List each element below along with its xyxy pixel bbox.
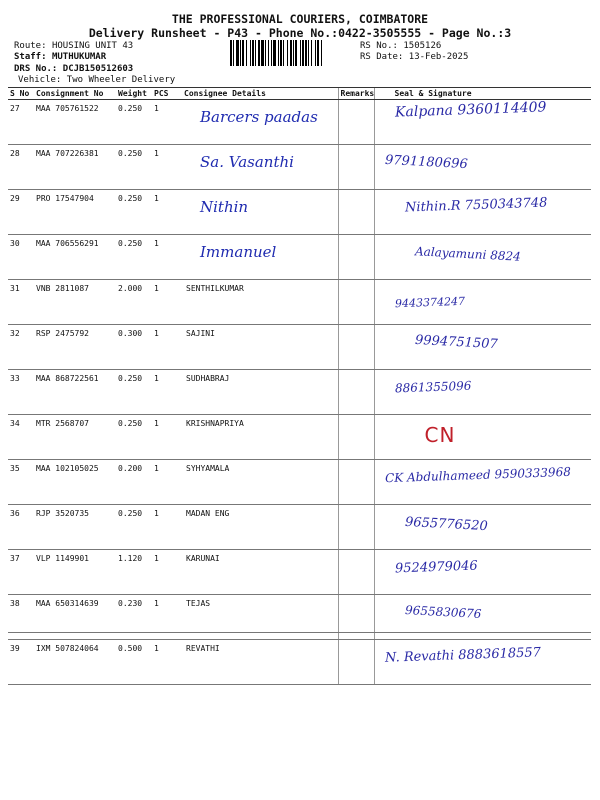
vehicle-label: Vehicle: xyxy=(18,75,62,85)
consignee-handwritten: Sa. Vasanthi xyxy=(200,153,294,171)
consignee-name: KRISHNAPRIYA xyxy=(186,419,244,428)
rs-date-value: 13-Feb-2025 xyxy=(408,52,469,62)
vehicle-value: Two Wheeler Delivery xyxy=(66,75,176,85)
weight: 0.250 xyxy=(116,505,152,550)
consignee-name: MADAN ENG xyxy=(186,509,230,518)
drs-label: DRS No.: xyxy=(14,64,58,74)
consignee-handwritten: Nithin xyxy=(200,198,249,216)
staff-value: MUTHUKUMAR xyxy=(51,52,107,62)
weight: 0.250 xyxy=(116,235,152,280)
pcs: 1 xyxy=(152,100,182,145)
serial-no: 30 xyxy=(8,235,34,280)
col-weight: Weight xyxy=(116,88,152,100)
remarks xyxy=(338,550,374,595)
weight: 0.200 xyxy=(116,460,152,505)
handwritten-signature: Kalpana 9360114409 xyxy=(394,99,547,121)
handwritten-signature: 9791180696 xyxy=(384,152,468,173)
serial-no: 27 xyxy=(8,100,34,145)
serial-no: 37 xyxy=(8,550,34,595)
consignee-handwritten: Barcers paadas xyxy=(200,108,318,126)
weight: 0.250 xyxy=(116,370,152,415)
pcs: 1 xyxy=(152,325,182,370)
serial-no: 28 xyxy=(8,145,34,190)
drs-line xyxy=(14,64,133,74)
handwritten-signature: N. Revathi 8883618557 xyxy=(384,645,541,666)
handwritten-signature: Nithin.R 7550343748 xyxy=(404,195,548,216)
remarks xyxy=(338,325,374,370)
rs-date-line xyxy=(360,52,468,62)
seal-signature xyxy=(374,415,591,460)
handwritten-signature: 9443374247 xyxy=(394,294,465,311)
col-consignee: Consignee Details xyxy=(182,88,338,100)
table-row xyxy=(8,415,591,460)
seal-signature xyxy=(374,505,591,550)
table-row xyxy=(8,550,591,595)
runsheet-title: Delivery Runsheet - P43 - Phone No.:0422-3505555 - Page No.:3 xyxy=(88,26,512,40)
table-row xyxy=(8,190,591,235)
route-label: Route: xyxy=(14,41,47,51)
seal-signature xyxy=(374,235,591,280)
pcs: 1 xyxy=(152,595,182,640)
pcs: 1 xyxy=(152,460,182,505)
seal-signature xyxy=(374,550,591,595)
table-row xyxy=(8,460,591,505)
rs-no-line xyxy=(360,41,441,51)
consignment-no: PRO 17547904 xyxy=(34,190,116,235)
table-row xyxy=(8,370,591,415)
consignment-no: MTR 2568707 xyxy=(34,415,116,460)
weight: 0.500 xyxy=(116,640,152,685)
consignee-name: SAJINI xyxy=(186,329,215,338)
consignee-details xyxy=(182,640,338,685)
table-row xyxy=(8,325,591,370)
seal-signature xyxy=(374,370,591,415)
serial-no: 32 xyxy=(8,325,34,370)
table-row xyxy=(8,640,591,685)
drs-value: DCJB150512603 xyxy=(62,64,134,74)
rs-no-value: 1505126 xyxy=(403,41,442,51)
pcs: 1 xyxy=(152,370,182,415)
consignee-name: SUDHABRAJ xyxy=(186,374,230,383)
weight: 0.300 xyxy=(116,325,152,370)
remarks xyxy=(338,280,374,325)
col-sno: S No xyxy=(8,88,34,100)
consignee-details xyxy=(182,370,338,415)
seal-signature xyxy=(374,325,591,370)
runsheet-table xyxy=(8,88,591,685)
remarks xyxy=(338,190,374,235)
handwritten-signature: 9655776520 xyxy=(404,514,488,535)
table-row xyxy=(8,235,591,280)
pcs: 1 xyxy=(152,550,182,595)
handwritten-signature: CK Abdulhameed 9590333968 xyxy=(384,464,571,486)
remarks xyxy=(338,415,374,460)
consignment-no: RSP 2475792 xyxy=(34,325,116,370)
consignment-no: MAA 102105025 xyxy=(34,460,116,505)
weight: 0.250 xyxy=(116,145,152,190)
weight: 0.250 xyxy=(116,415,152,460)
handwritten-signature: 9655830676 xyxy=(404,603,482,621)
serial-no: 38 xyxy=(8,595,34,640)
staff-label: Staff: xyxy=(14,52,47,62)
remarks xyxy=(338,370,374,415)
pcs: 1 xyxy=(152,145,182,190)
seal-signature xyxy=(374,280,591,325)
pcs: 1 xyxy=(152,640,182,685)
consignee-name: SYHYAMALA xyxy=(186,464,230,473)
consignment-no: IXM 507824064 xyxy=(34,640,116,685)
col-consignment: Consignment No xyxy=(34,88,116,100)
handwritten-signature: Aalayamuni 8824 xyxy=(414,244,521,264)
consignee-details xyxy=(182,235,338,280)
consignment-no: MAA 706556291 xyxy=(34,235,116,280)
rs-date-label: RS Date: xyxy=(360,52,404,62)
consignment-no: VNB 2811087 xyxy=(34,280,116,325)
seal-signature xyxy=(374,100,591,145)
route-line xyxy=(14,41,133,51)
pcs: 1 xyxy=(152,505,182,550)
consignee-details xyxy=(182,100,338,145)
col-pcs: PCS xyxy=(152,88,182,100)
weight: 0.250 xyxy=(116,190,152,235)
cn-mark: CN xyxy=(424,423,456,447)
serial-no: 35 xyxy=(8,460,34,505)
company-title: THE PROFESSIONAL COURIERS, COIMBATORE xyxy=(171,12,429,26)
seal-signature xyxy=(374,190,591,235)
weight: 0.230 xyxy=(116,595,152,640)
barcode xyxy=(230,40,352,66)
serial-no: 39 xyxy=(8,640,34,685)
consignment-no: RJP 3520735 xyxy=(34,505,116,550)
remarks xyxy=(338,640,374,685)
weight: 0.250 xyxy=(116,100,152,145)
col-seal-signature: Seal & Signature xyxy=(374,88,591,100)
handwritten-signature: 9994751507 xyxy=(414,332,498,353)
table-row xyxy=(8,280,591,325)
staff-line xyxy=(14,52,106,62)
table-row xyxy=(8,145,591,190)
vehicle-line xyxy=(18,75,175,85)
remarks xyxy=(338,235,374,280)
consignee-details xyxy=(182,415,338,460)
consignee-details xyxy=(182,505,338,550)
serial-no: 33 xyxy=(8,370,34,415)
table-row xyxy=(8,100,591,145)
remarks xyxy=(338,505,374,550)
table-row xyxy=(8,505,591,550)
consignee-details xyxy=(182,325,338,370)
weight: 2.000 xyxy=(116,280,152,325)
rs-no-label: RS No.: xyxy=(360,41,398,51)
consignment-no: MAA 707226381 xyxy=(34,145,116,190)
consignment-no: MAA 868722561 xyxy=(34,370,116,415)
consignee-details xyxy=(182,460,338,505)
pcs: 1 xyxy=(152,415,182,460)
seal-signature xyxy=(374,145,591,190)
consignee-handwritten: Immanuel xyxy=(200,243,277,261)
serial-no: 34 xyxy=(8,415,34,460)
pcs: 1 xyxy=(152,280,182,325)
consignee-name: SENTHILKUMAR xyxy=(186,284,244,293)
route-value: HOUSING UNIT 43 xyxy=(51,41,134,51)
remarks xyxy=(338,100,374,145)
pcs: 1 xyxy=(152,235,182,280)
consignee-details xyxy=(182,280,338,325)
consignee-name: KARUNAI xyxy=(186,554,220,563)
consignment-no: VLP 1149901 xyxy=(34,550,116,595)
table-header-row xyxy=(8,88,591,100)
consignee-details xyxy=(182,190,338,235)
consignee-details xyxy=(182,145,338,190)
consignee-details xyxy=(182,550,338,595)
consignment-no: MAA 650314639 xyxy=(34,595,116,640)
handwritten-signature: 8861355096 xyxy=(394,378,472,396)
consignee-name: REVATHI xyxy=(186,644,220,653)
serial-no: 36 xyxy=(8,505,34,550)
serial-no: 29 xyxy=(8,190,34,235)
remarks xyxy=(338,460,374,505)
handwritten-signature: 9524979046 xyxy=(394,558,478,577)
col-remarks: Remarks xyxy=(338,88,374,100)
table-bottom-rule xyxy=(8,632,591,633)
consignment-no: MAA 705761522 xyxy=(34,100,116,145)
pcs: 1 xyxy=(152,190,182,235)
seal-signature xyxy=(374,460,591,505)
weight: 1.120 xyxy=(116,550,152,595)
consignee-name: TEJAS xyxy=(186,599,211,608)
remarks xyxy=(338,145,374,190)
serial-no: 31 xyxy=(8,280,34,325)
seal-signature xyxy=(374,640,591,685)
